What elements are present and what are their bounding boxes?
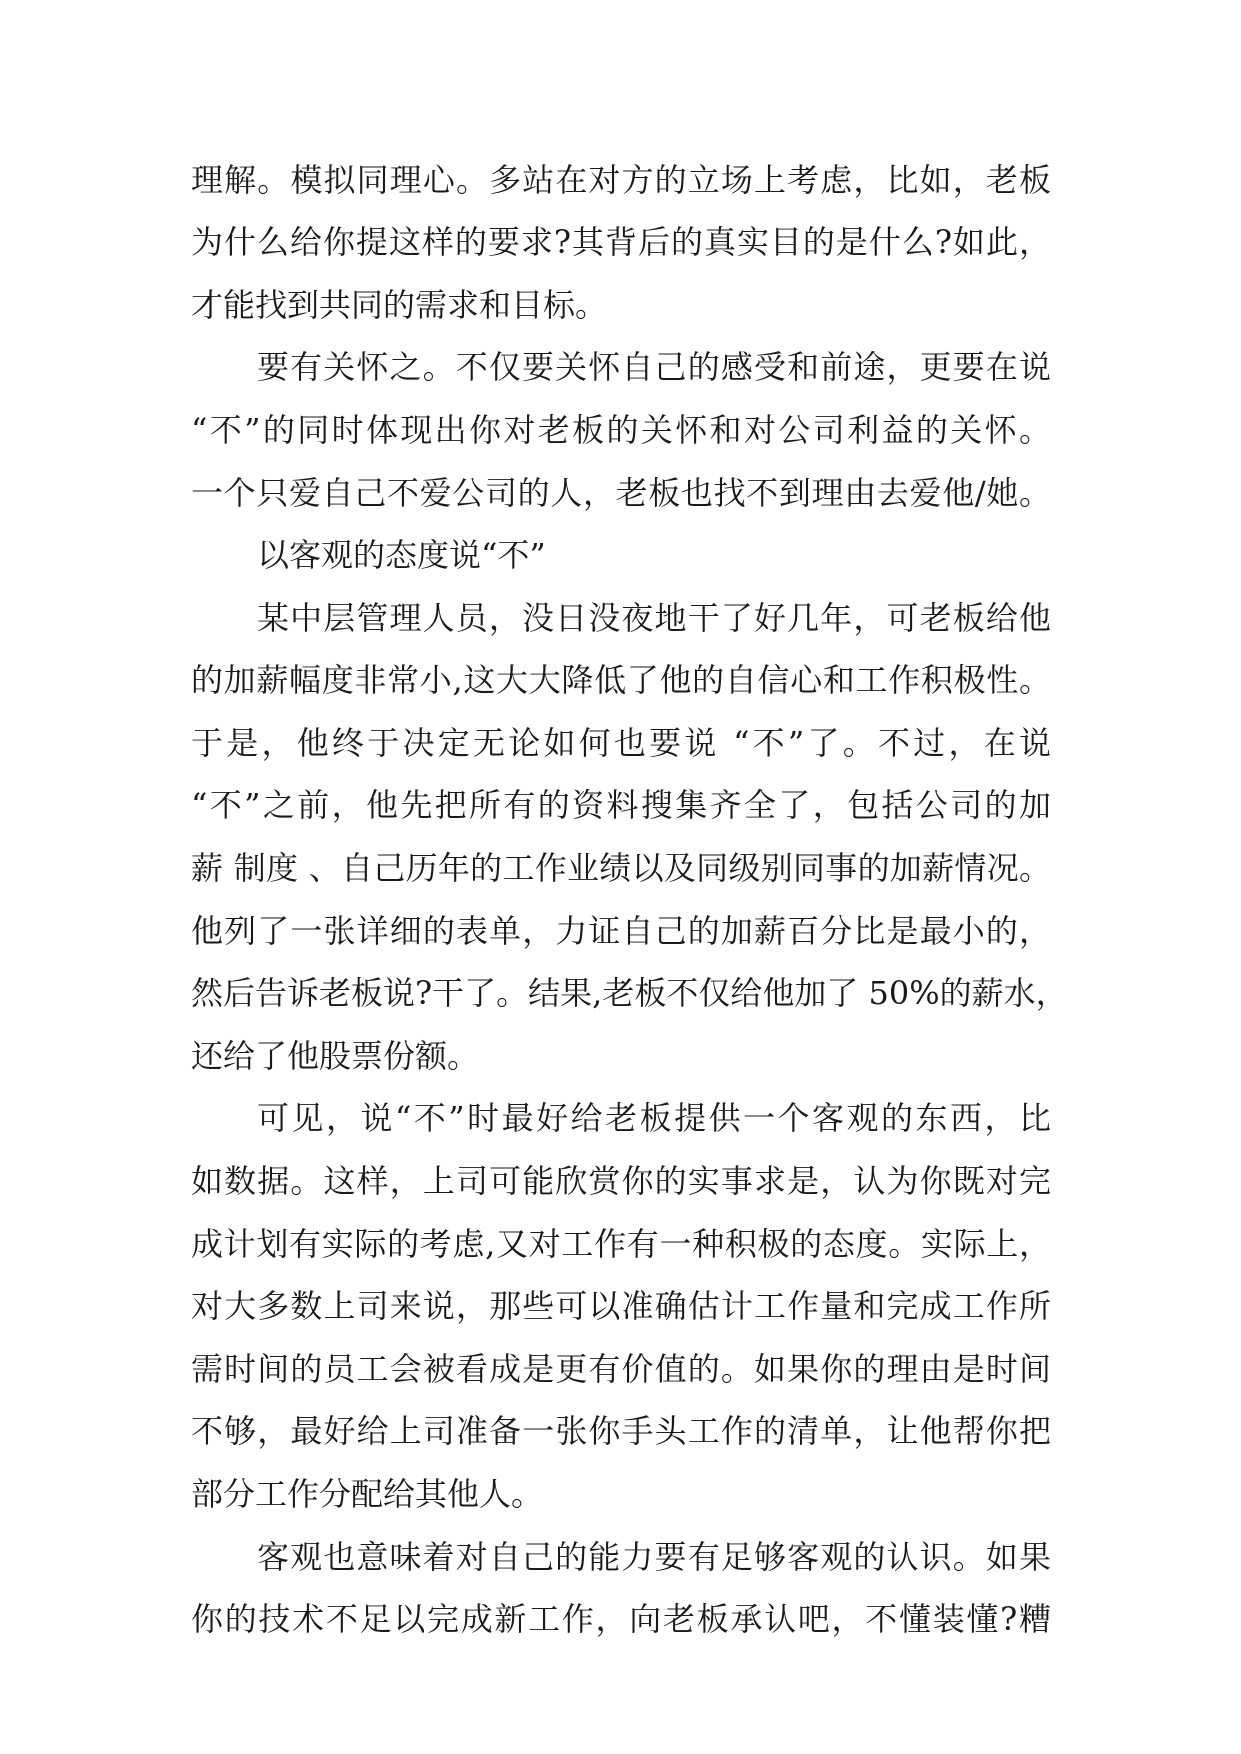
text-line: 理解。模拟同理心。多站在对方的立场上考虑，比如，老板 xyxy=(191,161,1051,199)
text-line: 某中层管理人员，没日没夜地干了好几年，可老板给他 xyxy=(257,599,1051,637)
text-line: 你的技术不足以完成新工作，向老板承认吧，不懂装懂?糟 xyxy=(191,1600,1051,1638)
text-line: 客观也意味着对自己的能力要有足够客观的认识。如果 xyxy=(257,1538,1051,1576)
text-line: 一个只爱自己不爱公司的人，老板也找不到理由去爱他/她。 xyxy=(191,474,1051,512)
text-line: 还给了他股票份额。 xyxy=(191,1037,480,1075)
text-line: 如数据。这样，上司可能欣赏你的实事求是，认为你既对完 xyxy=(191,1162,1051,1200)
text-line: 才能找到共同的需求和目标。 xyxy=(191,286,608,324)
text-line: 部分工作分配给其他人。 xyxy=(191,1475,544,1513)
text-line: 薪 制度 、自己历年的工作业绩以及同级别同事的加薪情况。 xyxy=(191,849,1051,887)
text-line: 于是，他终于决定无论如何也要说 “不”了。不过，在说 xyxy=(191,724,1051,762)
text-line: 成计划有实际的考虑,又对工作有一种积极的态度。实际上， xyxy=(191,1225,1051,1263)
text-line: 要有关怀之。不仅要关怀自己的感受和前途，更要在说 xyxy=(257,348,1051,386)
text-line: 的加薪幅度非常小,这大大降低了他的自信心和工作积极性。 xyxy=(191,661,1051,699)
section-heading: 以客观的态度说“不” xyxy=(257,536,546,574)
text-line: 对大多数上司来说，那些可以准确估计工作量和完成工作所 xyxy=(191,1287,1051,1325)
text-line: 为什么给你提这样的要求?其背后的真实目的是什么?如此， xyxy=(191,223,1051,261)
text-line: 他列了一张详细的表单，力证自己的加薪百分比是最小的， xyxy=(191,912,1051,950)
text-line: “不”之前，他先把所有的资料搜集齐全了，包括公司的加 xyxy=(191,786,1051,824)
text-line: “不”的同时体现出你对老板的关怀和对公司利益的关怀。 xyxy=(191,411,1051,449)
text-line: 可见，说“不”时最好给老板提供一个客观的东西，比 xyxy=(257,1099,1051,1137)
text-line: 然后告诉老板说?干了。结果,老板不仅给他加了 50%的薪水， xyxy=(191,974,1068,1012)
text-line: 需时间的员工会被看成是更有价值的。如果你的理由是时间 xyxy=(191,1350,1051,1388)
text-line: 不够，最好给上司准备一张你手头工作的清单，让他帮你把 xyxy=(191,1412,1051,1450)
